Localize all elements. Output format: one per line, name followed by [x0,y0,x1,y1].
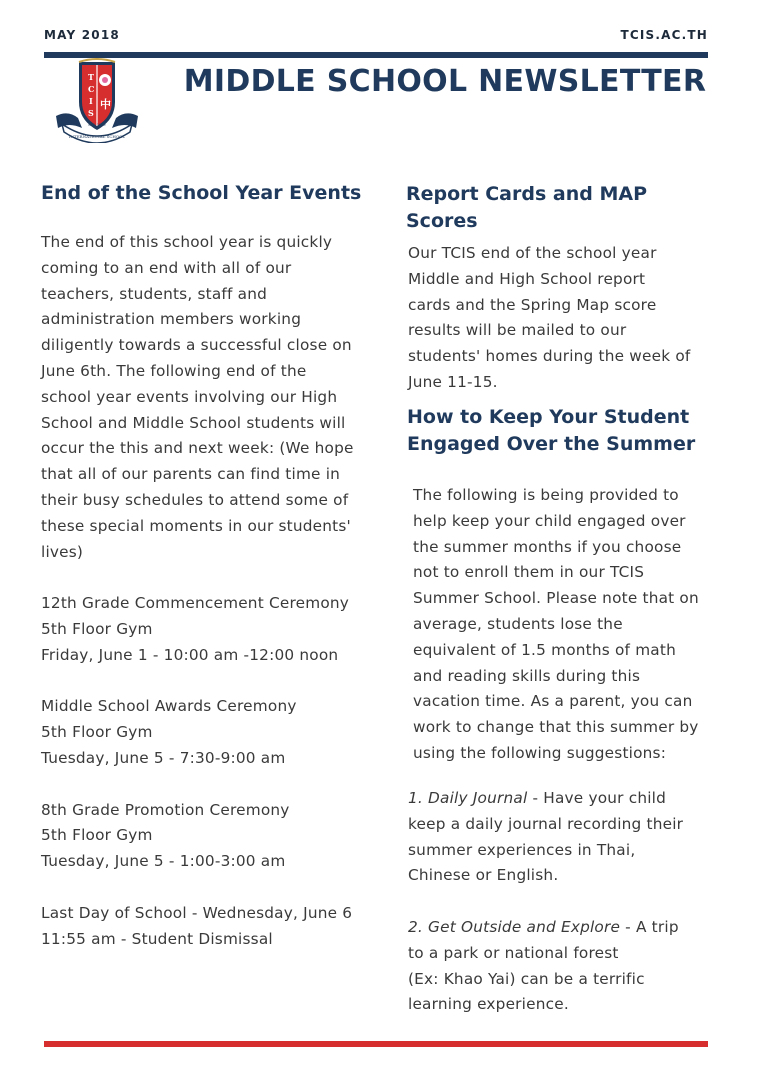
intro-line: School and Middle School students will [41,413,346,432]
newsletter-title: MIDDLE SCHOOL NEWSLETTER [183,64,707,99]
report-heading-line: Report Cards and MAP [406,183,647,205]
tip-line: keep a daily journal recording their [408,814,684,833]
tip-item [408,786,728,889]
footer-rule [44,1041,708,1047]
intro-line: The end of this school year is quickly [41,233,333,251]
intro-line: their busy schedules to attend some of [41,490,349,509]
event-name: Middle School Awards Ceremony [41,697,297,716]
summer-line: the summer months if you choose [413,537,682,556]
intro-line: diligently towards a successful close on [41,336,352,355]
summer-heading-line: Engaged Over the Summer [407,433,696,455]
summer-heading-line: How to Keep Your Student [407,406,690,428]
tip-line [408,915,728,941]
summer-line: Summer School. Please note that on [413,589,699,608]
event-item [41,901,381,953]
event-item [41,591,381,668]
tip-line: learning experience. [408,995,569,1014]
svg-text:T: T [88,72,94,82]
report-line: June 11-15. [408,372,498,391]
issue-date: MAY 2018 [44,28,120,42]
intro-line: teachers, students, staff and [41,284,268,303]
intro-line: coming to an end with all of our [41,258,292,277]
report-line: Middle and High School report [408,269,646,288]
report-section [406,181,726,235]
tip-label: 1. Daily Journal [408,789,528,807]
event-location: 5th Floor Gym [41,723,153,742]
svg-text:S: S [88,108,94,118]
school-crest-logo [52,58,142,143]
intro-line: June 6th. The following end of the [41,361,307,380]
event-item [41,694,381,771]
tip-line: Chinese or English. [408,866,559,885]
svg-text:C: C [88,84,95,94]
report-line: students' homes during the week of [408,347,691,366]
svg-text:INTERNATIONAL SCHOOL: INTERNATIONAL SCHOOL [68,134,126,139]
intro-line: occur the this and next week: (We hope [41,439,354,458]
tips-list [408,786,728,1018]
report-line: results will be mailed to our [408,321,627,340]
summer-line: equivalent of 1.5 months of math [413,640,676,659]
event-time: Tuesday, June 5 - 7:30-9:00 am [41,748,286,767]
report-line: cards and the Spring Map score [408,295,657,314]
left-column [41,180,381,952]
intro-line: these special moments in our students' [41,516,351,535]
website-link[interactable]: TCIS.AC.TH [620,28,708,42]
svg-text:中: 中 [100,98,111,111]
tip-text: - Have your child [527,789,667,807]
summer-line: help keep your child engaged over [413,511,686,530]
header-rule [44,52,708,58]
intro-line: that all of our parents can find time in [41,465,341,484]
tip-line: to a park or national forest [408,943,619,962]
svg-text:EST. 1999: EST. 1999 [88,123,106,127]
tip-item [408,915,728,1018]
report-line: Our TCIS end of the school year [408,244,657,262]
tip-line [408,786,728,812]
tip-line: (Ex: Khao Yai) can be a terrific [408,969,645,988]
summer-text [413,483,733,767]
tip-label: 2. Get Outside and Explore [408,917,621,936]
intro-line: school year events involving our High [41,387,338,406]
event-item [41,798,381,875]
tip-text: - A trip [620,917,679,936]
summer-line: not to enroll them in our TCIS [413,563,645,582]
event-time: Friday, June 1 - 10:00 am -12:00 noon [41,645,339,664]
summer-line: average, students lose the [413,614,623,633]
summer-line: and reading skills during this [413,666,641,685]
summer-line: vacation time. As a parent, you can [413,692,693,711]
summer-line: work to change that this summer by [413,718,699,737]
event-name: 12th Grade Commencement Ceremony [41,594,350,613]
intro-line: administration members working [41,310,302,329]
event-name: 8th Grade Promotion Ceremony [41,800,290,819]
tip-line: summer experiences in Thai, [408,840,636,859]
events-intro [41,230,381,565]
report-heading-line: Scores [406,210,478,232]
intro-line: lives) [41,542,84,561]
event-time: Tuesday, June 5 - 1:00-3:00 am [41,852,286,871]
summer-section [407,404,727,458]
event-name: Last Day of School - Wednesday, June 6 [41,903,353,922]
events-heading: End of the School Year Events [41,182,362,204]
summer-line: using the following suggestions: [413,743,667,762]
event-location: 5th Floor Gym [41,826,153,845]
svg-text:I: I [89,96,93,106]
event-location: 5th Floor Gym [41,619,153,638]
summer-line: The following is being provided to [413,486,679,504]
report-text [408,241,728,396]
event-location: 11:55 am - Student Dismissal [41,929,273,948]
